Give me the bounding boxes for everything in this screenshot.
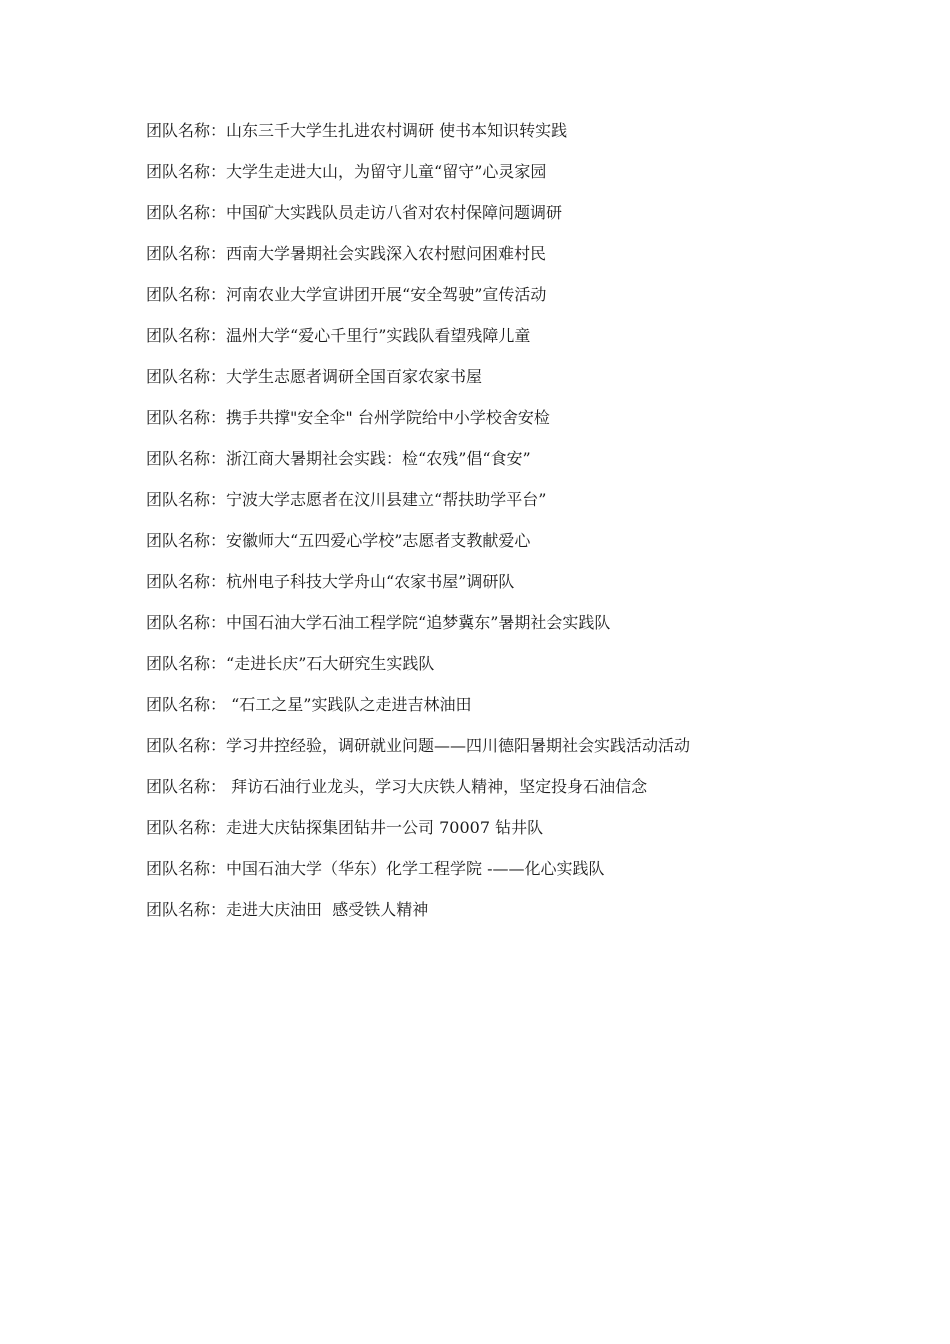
team-label: 团队名称： (146, 777, 227, 796)
team-name: 拜访石油行业龙头，学习大庆铁人精神，坚定投身石油信念 (226, 777, 648, 796)
team-label: 团队名称： (146, 367, 227, 386)
team-list (146, 117, 906, 937)
team-entry (146, 568, 906, 609)
team-entry (146, 363, 906, 404)
team-name: 走进大庆油田 感受铁人精神 (226, 900, 429, 919)
team-entry (146, 650, 906, 691)
team-name: “走进长庆”石大研究生实践队 (226, 654, 435, 673)
team-entry (146, 240, 906, 281)
team-entry (146, 199, 906, 240)
team-name: 中国石油大学（华东）化学工程学院 -——化心实践队 (226, 859, 605, 878)
team-entry (146, 691, 906, 732)
team-entry (146, 158, 906, 199)
team-label: 团队名称： (146, 531, 227, 550)
team-name: 大学生走进大山，为留守儿童“留守”心灵家园 (226, 162, 547, 181)
team-label: 团队名称： (146, 654, 227, 673)
team-label: 团队名称： (146, 408, 227, 427)
team-label: 团队名称： (146, 203, 227, 222)
team-entry (146, 814, 906, 855)
team-label: 团队名称： (146, 695, 227, 714)
team-name: 浙江商大暑期社会实践：检“农残”倡“食安” (226, 449, 531, 468)
team-name: 河南农业大学宣讲团开展“安全驾驶”宣传活动 (226, 285, 547, 304)
team-label: 团队名称： (146, 736, 227, 755)
team-entry (146, 773, 906, 814)
team-label: 团队名称： (146, 490, 227, 509)
team-name: 山东三千大学生扎进农村调研 使书本知识转实践 (226, 121, 568, 140)
team-name: 宁波大学志愿者在汶川县建立“帮扶助学平台” (226, 490, 547, 509)
team-entry (146, 117, 906, 158)
team-label: 团队名称： (146, 285, 227, 304)
team-name: 中国石油大学石油工程学院“追梦冀东”暑期社会实践队 (226, 613, 611, 632)
team-name: 西南大学暑期社会实践深入农村慰问困难村民 (226, 244, 547, 263)
team-entry (146, 404, 906, 445)
team-name: 学习井控经验，调研就业问题——四川德阳暑期社会实践活动活动 (226, 736, 691, 755)
team-entry (146, 322, 906, 363)
team-label: 团队名称： (146, 244, 227, 263)
team-name: 安徽师大“五四爱心学校”志愿者支教献爱心 (226, 531, 531, 550)
team-name: “石工之星”实践队之走进吉林油田 (226, 695, 472, 714)
team-label: 团队名称： (146, 326, 227, 345)
team-label: 团队名称： (146, 818, 227, 837)
team-label: 团队名称： (146, 449, 227, 468)
team-label: 团队名称： (146, 121, 227, 140)
team-entry (146, 527, 906, 568)
team-label: 团队名称： (146, 613, 227, 632)
team-entry (146, 445, 906, 486)
team-label: 团队名称： (146, 162, 227, 181)
team-entry (146, 486, 906, 527)
team-name: 大学生志愿者调研全国百家农家书屋 (226, 367, 483, 386)
team-entry (146, 732, 906, 773)
team-label: 团队名称： (146, 859, 227, 878)
team-name: 走进大庆钻探集团钻井一公司 70007 钻井队 (226, 818, 544, 837)
team-name: 中国矿大实践队员走访八省对农村保障问题调研 (226, 203, 563, 222)
team-name: 杭州电子科技大学舟山“农家书屋”调研队 (226, 572, 515, 591)
team-name: 携手共撑"安全伞" 台州学院给中小学校舍安检 (226, 408, 550, 427)
team-entry (146, 855, 906, 896)
team-entry (146, 281, 906, 322)
team-entry (146, 609, 906, 650)
team-name: 温州大学“爱心千里行”实践队看望残障儿童 (226, 326, 531, 345)
team-entry (146, 896, 906, 937)
team-label: 团队名称： (146, 900, 227, 919)
team-label: 团队名称： (146, 572, 227, 591)
